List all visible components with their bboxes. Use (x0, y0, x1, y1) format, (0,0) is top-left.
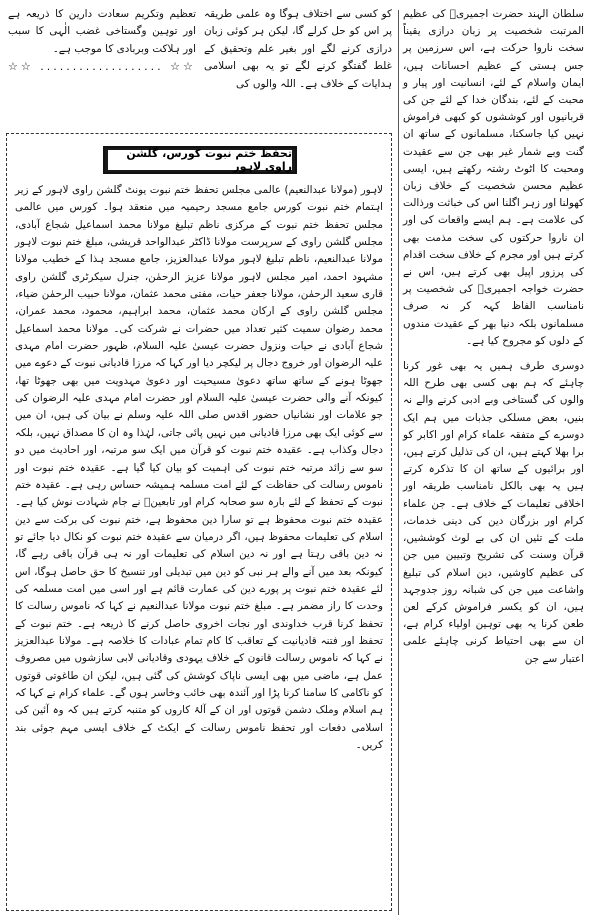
right-paragraph-2: دوسری طرف ہمیں یہ بھی غور کرنا چاہئے کہ ہم بھی کسی بھی طرح اللہ والوں کی گستاخی وبے ادبی کرنے والے نہ بنیں، بعض مسلکی جذبات میں ہم ایک دوسرے کے متفقہ علماء کرام اور اکابر کو برا بھلا کہتے ہیں، ان کی تذلیل کرتے ہیں، اور برائیوں کے ساتھ ان کا تذکرہ کرتے ہیں یہ بھی بالکل نامناسب طریقہ اور اخلاقی تعلیمات کے خلاف ہے۔ جن علماء کرام اور بزرگان دین کی دینی خدمات، ملت کے تئیں ان کی بے لوث کوششیں، قرآن وسنت کی تشریح وتبیین میں جن کی عظیم کاوشیں، دین اسلام کی تبلیغ واشاعت میں جن کی شبانہ روز جدوجہد ہیں، ان کو یکسر فراموش کرکے لعن طعن کرنا یہ بھی توہین اولیاء کرام ہے، ان سے بھی احتیاط کرنی چاہئے علمی اعتبار سے جن (403, 360, 584, 665)
middle-paragraph: کو کسی سے اختلاف ہوگا وہ علمی طریقہ پر اس کو حل کرلے گا، لیکن ہر کوئی زبان درازی کرنے لگے اور بغیر علم وتحقیق کے غلط گفتگو کرنے لگے تو یہ بھی اسلامی ہدایات کے خلاف ہے۔ اللہ والوں کی (204, 8, 392, 90)
left-paragraph: تعظیم وتکریم سعادت دارین کا ذریعہ ہے اور توہین وگستاخی غضب الٰہی کا سبب اور ہلاکت وبربادی کا موجب ہے۔ (8, 8, 196, 55)
article-body (15, 182, 383, 754)
right-column (403, 6, 584, 668)
article-title: تحفظ ختم نبوت کورس، گلشن راوی لاہور (108, 150, 292, 170)
middle-column (204, 6, 392, 93)
article-title-frame (103, 146, 297, 174)
right-paragraph-1: سلطان الہند حضرت اجمیریؒ کی عظیم المرتبت شخصیت پر زبان درازی یقیناً سخت ناروا حرکت ہے، اس سرزمین پر جس ہستی کے عظیم احسانات ہیں، ایمان واسلام کے لئے، انسانیت اور پیار و محبت کے لئے، بندگان خدا کے لئے جن کی قربانیوں اور کوششوں کو کبھی فراموش نہیں کیا جاسکتا، مسلمانوں کے ساتھ ان گنت وبے شمار غیر بھی جن سے عقیدت ومحبت کا اٹوٹ رشتہ رکھتے ہیں، ایسی عظیم محسن شخصیت کے خلاف زبان کھولنا اور زہر اگلنا اس کی خباثت ورذالت کی علامت ہے۔ ہم ایسے واقعات کی اور ان ناروا حرکتوں کی سخت مذمت بھی کرتے ہیں اور مجرم کے خلاف سخت اقدام کی پرزور اپیل بھی کرتے ہیں، اس نے حضرت خواجہ اجمیریؒ کی شخصیت پر نامناسب الفاظ کہہ کر نہ صرف مسلمانوں بلکہ دنیا بھر کے عقیدت مندوں کے دلوں کو مجروح کیا ہے۔ (403, 8, 584, 347)
stars-separator: ☆☆ ................... ☆☆ (8, 60, 196, 74)
column-divider (398, 10, 399, 915)
article-text: لاہور (مولانا عبدالنعیم) عالمی مجلس تحفظ ختم نبوت یونٹ گلشن راوی لاہور کے زیر اہتمام ختم نبوت کورس جامع مسجد رحیمیہ میں منعقد ہوا۔ کورس میں عالمی مجلس تحفظ ختم نبوت کے مرکزی ناظم تبلیغ مولانا محمد اسماعیل شجاع آبادی، مجلس گلشن راوی کے سرپرست مولانا ڈاکٹر عبدالواحد قریشی، مبلغ ختم نبوت لاہور مولانا عبدالنعیم، ناظم تبلیغ لاہور مولانا عبدالعزیز، جامع مسجد ہذا کے خطیب مولانا مشہود احمد، امیر مجلس لاہور مولانا عزیز الرحمٰن، جنرل سیکرٹری گلشن راوی قاری سعید الرحمٰن، مولانا جعفر حیات، مفتی محمد عثمان، مولانا حبیب الرحمٰن ضیاء، مجلس گلشن راوی کے ارکان محمد عثمان، محمد ابراہیم، محمود، محمد عمران، محمد رضوان سمیت کثیر تعداد میں حضرات نے شرکت کی۔ مولانا محمد اسماعیل شجاع آبادی نے حیات ونزول حضرت عیسیٰ علیہ السلام، ظہور حضرت امام مہدی علیہ الرضوان اور خروج دجال پر لیکچر دیا اور کہا کہ مرزا قادیانی نبوت کے دعوے میں جھوٹا ہونے کے ساتھ ساتھ دعویٰ مسیحیت اور دعویٰ مہدویت میں بھی جھوٹا تھا، کیونکہ آنے والی حضرت عیسیٰ علیہ السلام اور حضرت امام مہدی علیہ الرضوان کی جو علامات اور نشانیاں حضور اقدس صلی اللہ علیہ وسلم نے بیان کی ہیں، ان میں سے کوئی ایک بھی مرزا قادیانی میں نہیں پائی جاتی، لہٰذا وہ ان کا مصداق نہیں، بلکہ دجال وکذاب ہے۔ عقیدہ ختم نبوت کو قرآن میں ایک سو مرتبہ، اور احادیث میں دو سو سے زائد مرتبہ ختم نبوت کی اہمیت کو بیان کیا گیا ہے۔ عقیدہ ختم نبوت اور ناموس رسالت کی حفاظت کے لئے امت مسلمہ ہمیشہ حساس رہی ہے۔ عقیدہ ختم نبوت کے تحفظ کے لئے بارہ سو صحابہ کرام اور تابعینؒ نے جام شہادت نوش کیا ہے۔ عقیدہ ختم نبوت محفوظ ہے تو سارا دین محفوظ ہے، ختم نبوت کی برکت سے دین اسلام کی تعلیمات محفوظ ہیں، اگر درمیان سے عقیدہ ختم نبوت کو نکال دیا جائے تو نہ دین باقی رہتا ہے اور نہ دین اسلام کی تعلیمات اور نہ ہی قرآن باقی رہے گا، کیونکہ بعد میں آنے والے ہر نبی کو دین میں تبدیلی اور تنسیخ کا حق حاصل ہوگا، اس لئے عقیدہ ختم نبوت پر پورے دین کی عمارت قائم ہے اور اسی میں امت مسلمہ کی وحدت کا راز مضمر ہے۔ مبلغ ختم نبوت مولانا عبدالنعیم نے کہا کہ ناموس رسالت کا تحفظ کرنا قرب خداوندی اور نجات اخروی حاصل کرنے کا ذریعہ ہے۔ ختم نبوت کے تحفظ اور فتنہ قادیانیت کے تعاقب کا کام تمام عبادات کا خلاصہ ہے۔ مولانا عبدالعزیز نے کہا کہ ناموس رسالت قانون کے خلاف یہودی وقادیانی لابی سازشوں میں مصروف عمل ہے، ماضی میں بھی ایسی ناپاک کوشش کی گئی ہیں، لیکن ان طاغوتی قوتوں کو ناکامی کا سامنا کرنا پڑا اور آئندہ بھی خائب وخاسر ہوں گے۔ علماء کرام نے کہا کہ ہم اسلام وملک دشمن قوتوں اور ان کے آلۂ کاروں کو متنبہ کرتے ہیں کہ وہ آئین کی اسلامی دفعات اور تحفظ ناموس رسالت کے ایکٹ کے خلاف ایسی مہم جوئی بند کریں۔ (15, 184, 383, 751)
news-article-box (6, 133, 392, 911)
left-column (8, 6, 196, 76)
